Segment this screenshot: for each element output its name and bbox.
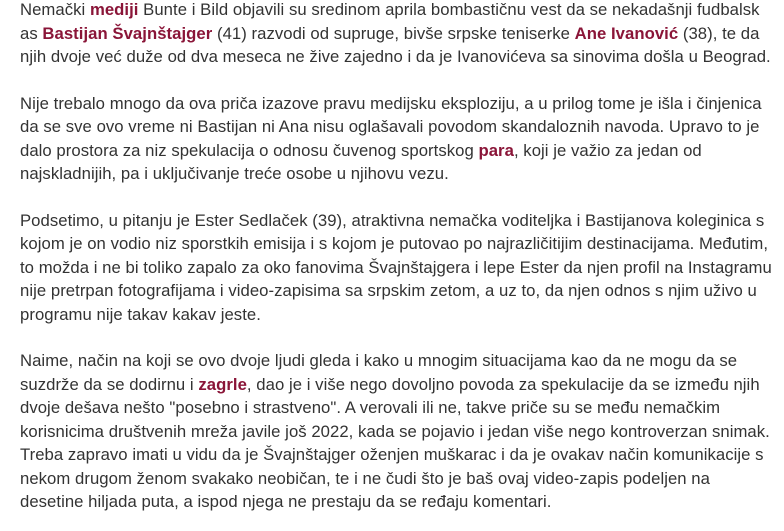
link-zagrle[interactable]: zagrle	[198, 374, 247, 394]
p4-text-2: , dao je i više nego dovoljno povoda za spekulacije da se između njih dvoje dešava nešto "posebno i strastveno". A verovali ili ne, takve priče su se među nemačkim korisnicima društvenih mreža javile još 2022, kada se pojavio i jedan više nego kontroverzan snimak. Treba zapravo imati u vidu da je Švajnštajger oženjen muškarac i da je ovakav način komunikacije s nekom drugom ženom svakako neobičan, te i ne čudi što je baš ovaj video-zapis podeljen na desetine hiljada puta, a ispod njega ne prestaju da se ređaju komentari.	[20, 374, 770, 511]
paragraph-3	[20, 209, 778, 327]
link-mediji[interactable]: mediji	[89, 0, 139, 19]
p2-text-1: Nije trebalo mnogo da ova priča izazove pravu medijsku eksploziju, a u prilog tome je išla i činjenica da se sve ovo vreme ni Bastijan ni Ana nisu oglašavali povodom skandaloznih navoda. Upravo to je dalo prostora za niz spekulacija o odnosu čuvenog sportskog	[20, 93, 762, 160]
p4-text-1: Naime, način na koji se ovo dvoje ljudi gleda i kako u mnogim situacijama kao da ne mogu da se suzdrže da se dodirnu i	[20, 351, 738, 394]
p1-text-1: Nemački	[20, 0, 90, 19]
p1-text-2: Bunte i Bild objavili su sredinom aprila bombastičnu vest da se nekadašnji fudbalsk as	[20, 0, 760, 43]
link-ane-ivanovic[interactable]: Ane Ivanović	[574, 23, 679, 43]
paragraph-4	[20, 349, 778, 514]
p3-text-1: Podsetimo, u pitanju je Ester Sedlaček (39), atraktivna nemačka voditeljka i Bastijanova koleginica s kojom je on vodio niz sporstkih emisija i s kojom je putovao po najrazličitijim destinacijama. Međutim, to možda i ne bi toliko zapalo za oko fanovima Švajnštajgera i lepe Ester da njen profil na Instagramu nije pretrpan fotografijama i video-zapisima sa srpskim zetom, a uz to, da njen odnos s njim uživo u programu nije takav kakav jeste.	[20, 210, 772, 324]
p2-text-2: , koji je važio za jedan od najskladnijih, pa i uključivanje treće osobe u njihovu vezu.	[20, 140, 702, 183]
p1-text-3: (41) razvodi od supruge, bivše srpske teniserke	[212, 23, 575, 43]
link-bastijan-svajnstajger[interactable]: Bastijan Švajnštajger	[42, 23, 213, 43]
paragraph-2	[20, 92, 778, 186]
paragraph-1	[20, 0, 778, 69]
p1-text-4: (38), te da njih dvoje već duže od dva meseca ne žive zajedno i da je Ivanovićeva sa sinovima došla u Beograd.	[20, 23, 771, 66]
link-para[interactable]: para	[478, 140, 514, 160]
